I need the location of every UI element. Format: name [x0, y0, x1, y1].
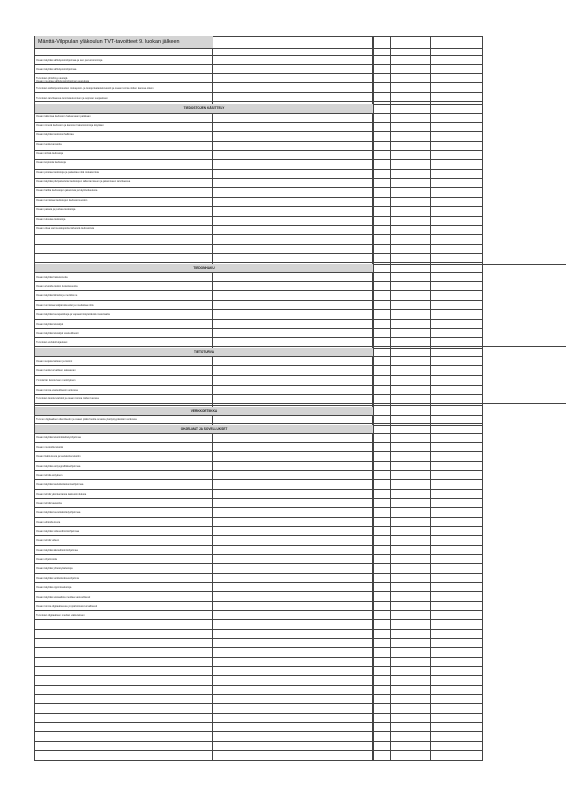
grid-hline [34, 507, 483, 508]
grid-hline [34, 197, 483, 198]
criterion-row: Osaan pakata ja purkaa tiedostoja [36, 208, 76, 211]
criterion-row: Osaan käyttää kuvankäsittelyohjelmaa [36, 511, 81, 514]
criterion-row: Osaan käyttää videoeditointiohjelmaa [36, 530, 80, 533]
grid-hline [34, 48, 483, 49]
grid-hline [34, 694, 483, 695]
criterion-row: Osaan käyttää tiedostonhallintaa [36, 133, 74, 136]
grid-hline [34, 489, 483, 490]
criterion-row: Osaan käyttää hakukonetta [36, 276, 68, 279]
criterion-row: Osaan käyttää lähteitä ja merkitä ne [36, 294, 78, 297]
grid-hline [34, 346, 483, 347]
grid-hline [34, 675, 483, 676]
grid-hline [34, 187, 483, 188]
grid-hline [34, 150, 483, 151]
grid-hline [34, 703, 483, 704]
grid-hline [34, 573, 483, 574]
grid-hline [34, 309, 483, 310]
criterion-row: Osaan käyttää tekoälyä [36, 323, 64, 326]
criterion-row: Ymmärrän tietoturvan merkityksen [36, 379, 76, 382]
criterion-row: Osaan tehdä kaavioita [36, 502, 62, 505]
grid-hline [34, 113, 483, 114]
criterion-row: Osaan editoida kuvia [36, 521, 61, 524]
grid-hline [34, 394, 483, 395]
grid-hline [34, 365, 483, 366]
grid-hline [34, 253, 483, 254]
grid-hline [34, 451, 483, 452]
criterion-row: Osaan toimia digitaalisessa ympäristössä turvallisesti [36, 605, 98, 608]
grid-hline [34, 713, 483, 714]
grid-hline [34, 64, 483, 65]
grid-hline [34, 498, 483, 499]
grid-hline [34, 423, 483, 424]
grid-hline [34, 178, 483, 179]
grid-hline [34, 216, 483, 217]
criterion-row: Osaan tehdä videon [36, 539, 60, 542]
criterion-row: Osaan kopioida tiedostoja [36, 161, 66, 164]
criterion-row: Tunnistan digitaalisen median vaikutuksen [36, 614, 85, 617]
criterion-row: Tunnistan tarvittaessa tunnistautumisen ja sopivan suojauksen [36, 97, 108, 100]
criterion-row: Osaan nimetä tiedoston ja kansion hakutoimintoja käyttäen [36, 124, 104, 127]
criterion-row: Osaan ohjelmoida [36, 558, 57, 561]
grid-hline [34, 328, 483, 329]
grid-hline [34, 741, 483, 742]
grid-hline [34, 638, 483, 639]
grid-hline [34, 535, 483, 536]
page-title: Mänttä-Vilppulan yläkoulun TVT-tavoitteet 9. luokan jälkeen [35, 36, 213, 48]
criterion-row: Osaan luoda kansioita [36, 143, 62, 146]
criterion-row: Osaan luoda turvallisen salasanan [36, 369, 76, 372]
grid-hline [34, 300, 483, 301]
grid-hline [34, 55, 483, 56]
criterion-row: Osaan tunnistaa tekijänoikeudet ja noudattaa niitä [36, 304, 94, 307]
criterion-row: Osaan käyttää kuvapankkeja ja vapaasti käytettävää materiaalia [36, 313, 110, 316]
section-header: OHJELMAT JA SOVELLUKSET [35, 425, 373, 433]
grid-hline [34, 385, 483, 386]
grid-hline [34, 461, 483, 462]
criterion-row: Osaan käyttää äänieditointiohjelmaa [36, 549, 78, 552]
criterion-row: Tunnistan sähköpostiviestien roskaposti- ja tietojenkalasteluviestit ja osaan toimia niiden kanssa oikein [36, 87, 154, 90]
grid-hline [34, 610, 483, 611]
grid-hline [34, 750, 483, 751]
grid-hline [34, 225, 483, 226]
grid-hline [34, 92, 483, 93]
grid-hline [34, 206, 483, 207]
criterion-row: Osaan käyttää verkkokokousohjelmia [36, 577, 79, 580]
criterion-row: Osaan käyttää tekstinkäsittelyohjelmaa [36, 436, 81, 439]
grid-hline [34, 159, 483, 160]
criterion-row: Osaan käyttää sähköpostiohjelmaa ja sen perustoimintoja [36, 59, 103, 62]
criterion-row: Osaan arvioida tiedon luotettavuutta [36, 285, 78, 288]
criterion-row: Osaan käyttää oppimisalustoja [36, 586, 72, 589]
grid-vline [482, 36, 483, 760]
grid-hline [34, 234, 483, 235]
grid-hline [34, 131, 483, 132]
grid-hline [34, 479, 483, 480]
criterion-row: Osaan toimia vastuullisesti verkossa [36, 389, 78, 392]
grid-hline [34, 415, 483, 416]
criterion-row: Osaan käyttää taulukkolaskentaohjelmaa [36, 483, 84, 486]
criterion-row: Osaan tehdä esityksen [36, 474, 63, 477]
grid-hline [34, 319, 483, 320]
grid-hline [34, 356, 483, 357]
section-header: TIEDONHAKU [35, 264, 373, 272]
grid-hline [34, 470, 483, 471]
criterion-row: Osaan käyttää pilvipalveluita tiedostojen tallentamiseen ja jakamiseen tarvittaessa [36, 180, 131, 183]
grid-hline [34, 591, 483, 592]
grid-hline [483, 403, 566, 404]
grid-vline [34, 36, 35, 760]
grid-hline [34, 582, 483, 583]
grid-hline [34, 666, 483, 667]
grid-hline [34, 619, 483, 620]
grid-hline [34, 101, 483, 102]
criterion-row: Osaan lisätä kuvia ja taulukoita tekstiin [36, 455, 81, 458]
criterion-row: Osaan hallita tiedostojen jakamista ja käyttöoikeuksia [36, 189, 98, 192]
grid-hline [34, 244, 483, 245]
grid-hline [34, 722, 483, 723]
grid-hline [34, 517, 483, 518]
section-header: VERKKOETIIKKA [35, 407, 373, 415]
criterion-row: Osaan siirtää tiedostoja [36, 152, 64, 155]
criterion-row: Osaan tulostaa tiedostoja [36, 218, 66, 221]
grid-hline [34, 554, 483, 555]
criterion-row: Osaan suojata laitteen ja tietoni [36, 360, 73, 363]
grid-vline [390, 36, 391, 760]
criterion-row: Osaan käyttää sähköpostiohjelmaa [36, 68, 77, 71]
criterion-row: Tunnen digitaalisen identiteetin ja osaan pitää huolta omasta yksityisyydestäni verkossa [36, 418, 137, 421]
grid-hline [34, 433, 483, 434]
criterion-row: Osaan poistaa tiedostoja ja palauttaa niitä roskakorista [36, 171, 99, 174]
grid-hline [483, 264, 566, 265]
criterion-row: Osaan tallentaa tiedoston haluamaani paikkaan [36, 115, 91, 118]
grid-hline [34, 563, 483, 564]
criterion-row: Osaan muuttaa sähköpostiohjelman asetuksia [36, 80, 90, 83]
grid-hline [34, 403, 483, 404]
criterion-row: Osaan käyttää yhteistyöalustoja [36, 567, 73, 570]
section-header: TIETOTURVA [35, 348, 373, 356]
grid-hline [34, 281, 483, 282]
grid-hline [34, 272, 483, 273]
grid-hline [483, 346, 566, 347]
grid-hline [34, 685, 483, 686]
grid-hline [34, 629, 483, 630]
grid-hline [34, 73, 483, 74]
grid-hline [34, 731, 483, 732]
grid-hline [34, 442, 483, 443]
criterion-row: Tunnistan tietoturvariskit ja osaan toimia niiden kanssa [36, 397, 99, 400]
grid-hline [34, 657, 483, 658]
criterion-row: Osaan muotoilla tekstiä [36, 446, 63, 449]
criterion-row: Tunnistan phishing-viestejä [36, 77, 68, 80]
grid-hline [34, 337, 483, 338]
criterion-row: Osaan tunnistaa tiedostojen tiedostomuodon [36, 199, 88, 202]
criterion-row: Osaan tehdä yksinkertaisia laskutoimituksia [36, 493, 87, 496]
criterion-row: Osaan käyttää tekoälyä vastuullisesti [36, 332, 79, 335]
grid-hline [34, 405, 483, 406]
section-header: TIEDOSTOJEN KÄSITTELY [35, 104, 373, 113]
grid-vline [373, 36, 374, 760]
grid-hline [34, 545, 483, 546]
grid-hline [34, 141, 483, 142]
grid-hline [34, 601, 483, 602]
grid-hline [34, 760, 483, 761]
grid-hline [34, 647, 483, 648]
criterion-row: Osaan ottaa varmuuskopioita tärkeistä tiedostoista [36, 227, 95, 230]
grid-hline [34, 169, 483, 170]
grid-hline [34, 526, 483, 527]
grid-hline [34, 375, 483, 376]
criterion-row: Osaan käyttää sosiaalista mediaa vastuullisesti [36, 596, 91, 599]
grid-vline [430, 36, 431, 760]
criterion-row: Osaan käyttää esitysgrafiikkaohjelmaa [36, 465, 81, 468]
grid-hline [34, 122, 483, 123]
grid-hline [34, 290, 483, 291]
criterion-row: Tunnistan verkkohuijaukset [36, 341, 68, 344]
grid-hline [34, 262, 483, 263]
